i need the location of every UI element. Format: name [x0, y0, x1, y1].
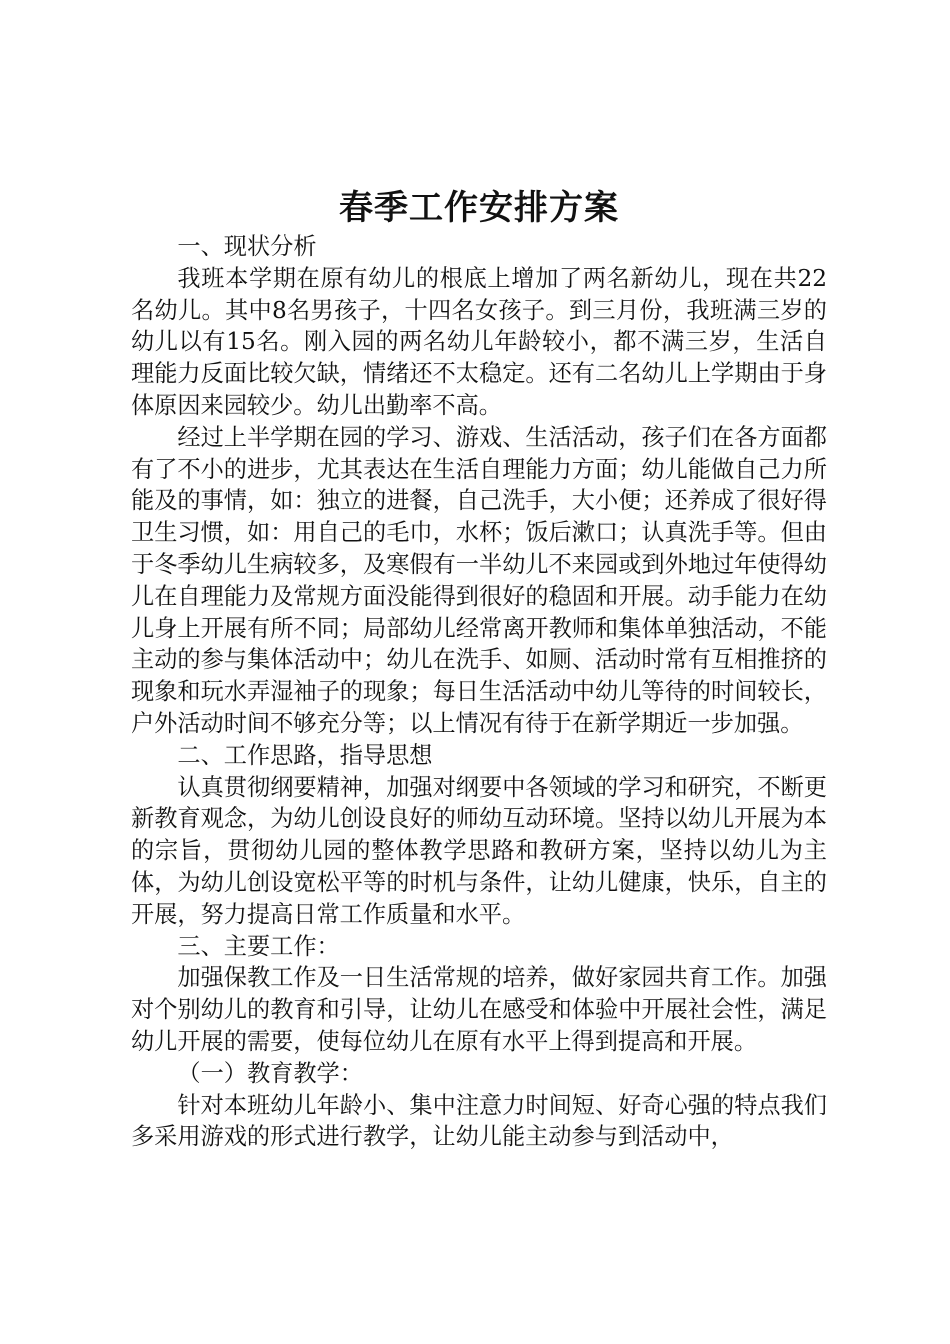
paragraph: 认真贯彻纲要精神，加强对纲要中各领域的学习和研究，不断更新教育观念，为幼儿创设良好的师幼互动环境。坚持以幼儿开展为本的宗旨，贯彻幼儿园的整体教学思路和教研方案，坚持以幼儿为主体，为幼儿创设宽松平等的时机与条件，让幼儿健康，快乐，自主的开展，努力提高日常工作质量和水平。: [131, 773, 827, 928]
document-page: [131, 181, 827, 1153]
paragraph: 我班本学期在原有幼儿的根底上增加了两名新幼儿，现在共22名幼儿。其中8名男孩子，十四名女孩子。到三月份，我班满三岁的幼儿以有15名。刚入园的两名幼儿年龄较小，都不满三岁，生活自理能力反面比较欠缺，情绪还不太稳定。还有二名幼儿上学期由于身体原因来园较少。幼儿出勤率不高。: [131, 264, 827, 419]
section-heading-main-work: 三、主要工作：: [177, 932, 340, 960]
paragraph: 经过上半学期在园的学习、游戏、生活活动，孩子们在各方面都有了不小的进步，尤其表达在生活自理能力方面；幼儿能做自己力所能及的事情，如：独立的进餐，自己洗手，大小便；还养成了很好得卫生习惯，如：用自己的毛巾，水杯；饭后漱口；认真洗手等。但由于冬季幼儿生病较多，及寒假有一半幼儿不来园或到外地过年使得幼儿在自理能力及常规方面没能得到很好的稳固和开展。动手能力在幼儿身上开展有所不同；局部幼儿经常离开教师和集体单独活动，不能主动的参与集体活动中；幼儿在洗手、如厕、活动时常有互相推挤的现象和玩水弄湿袖子的现象；每日生活活动中幼儿等待的时间较长，户外活动时间不够充分等；以上情况有待于在新学期近一步加强。: [131, 423, 827, 737]
paragraph: 针对本班幼儿年龄小、集中注意力时间短、好奇心强的特点我们多采用游戏的形式进行教学，让幼儿能主动参与到活动中，: [131, 1091, 827, 1151]
section-heading-approach: 二、工作思路，指导思想: [177, 741, 433, 769]
paragraph: 加强保教工作及一日生活常规的培养，做好家园共育工作。加强对个别幼儿的教育和引导，让幼儿在感受和体验中开展社会性，满足幼儿开展的需要，使每位幼儿在原有水平上得到提高和开展。: [131, 964, 827, 1055]
section-heading-status: 一、现状分析: [177, 233, 317, 260]
document-title: 春季工作安排方案: [339, 188, 619, 228]
subsection-heading-teaching: （一）教育教学：: [177, 1059, 363, 1087]
